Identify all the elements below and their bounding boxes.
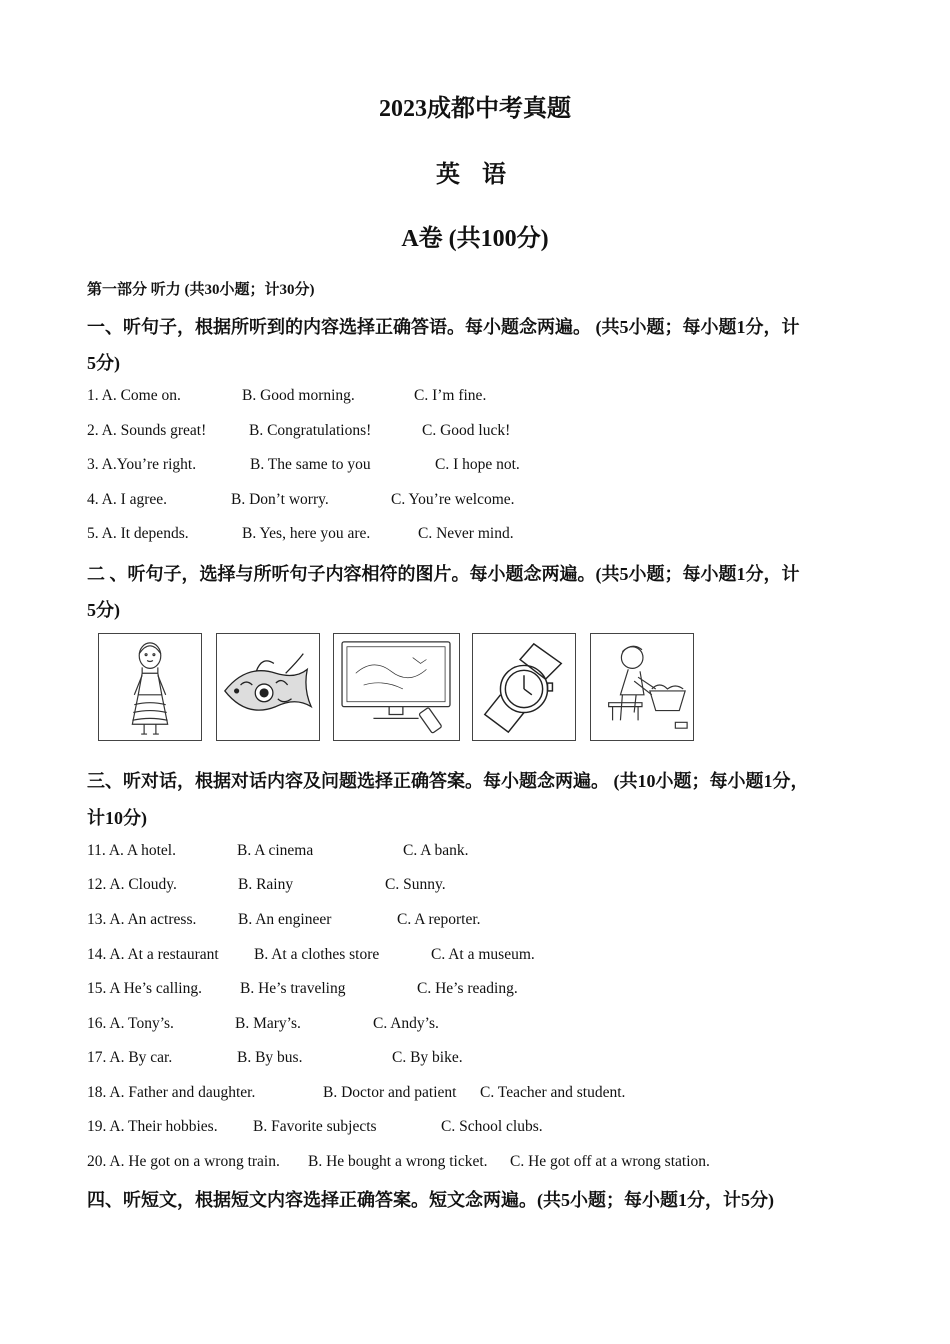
question-row [87, 491, 515, 509]
option-b: B. A cinema [237, 842, 314, 859]
volume-title: A卷 (共100分) [401, 226, 549, 252]
option-a: 16. A. Tony’s. [87, 1015, 174, 1032]
option-b: B. Mary’s. [235, 1015, 301, 1032]
picture-boy-washing [590, 633, 694, 741]
exam-title: 2023成都中考真题 [379, 96, 571, 122]
option-b: B. Favorite subjects [253, 1118, 377, 1135]
option-a: 20. A. He got on a wrong train. [87, 1153, 280, 1170]
option-c: C. I hope not. [435, 456, 520, 473]
wristwatch-icon [473, 634, 575, 740]
section3-instruction: 三、听对话，根据对话内容及问题选择正确答案。每小题念两遍。 (共10小题；每小题1分， [87, 771, 809, 791]
section3-instruction-cont: 计10分) [87, 808, 147, 828]
question-row [87, 876, 446, 894]
picture-watch [472, 633, 576, 741]
option-c: C. Never mind. [418, 525, 514, 542]
option-a: 15. A He’s calling. [87, 980, 202, 997]
question-row [87, 946, 535, 964]
option-c: C. Andy’s. [373, 1015, 439, 1032]
option-b: B. Don’t worry. [231, 491, 329, 508]
option-a: 1. A. Come on. [87, 387, 181, 404]
option-a: 19. A. Their hobbies. [87, 1118, 218, 1135]
question-row [87, 1049, 463, 1067]
question-row [87, 387, 486, 405]
question-row [87, 456, 520, 474]
question-row [87, 842, 468, 860]
picture-paper-cut [216, 633, 320, 741]
option-a: 2. A. Sounds great! [87, 422, 207, 439]
question-row [87, 1015, 439, 1033]
option-b: B. The same to you [250, 456, 371, 473]
girl-icon [99, 634, 201, 740]
option-a: 11. A. A hotel. [87, 842, 176, 859]
picture-girl [98, 633, 202, 741]
question-row [87, 422, 510, 440]
picture-television [333, 633, 460, 741]
question-row [87, 525, 514, 543]
option-b: B. By bus. [237, 1049, 303, 1066]
part-heading: 第一部分 听力 (共30小题；计30分) [87, 282, 315, 298]
section4-instruction: 四、听短文，根据短文内容选择正确答案。短文念两遍。(共5小题；每小题1分，计5分) [87, 1190, 774, 1210]
option-c: C. Teacher and student. [480, 1084, 626, 1101]
option-b: B. Doctor and patient [323, 1084, 457, 1101]
section2-instruction: 二 、听句子，选择与所听句子内容相符的图片。每小题念两遍。(共5小题；每小题1分，计 [87, 564, 800, 584]
option-c: C. By bike. [392, 1049, 463, 1066]
option-b: B. He bought a wrong ticket. [308, 1153, 488, 1170]
option-a: 3. A.You’re right. [87, 456, 197, 473]
option-c: C. You’re welcome. [391, 491, 515, 508]
option-c: C. He’s reading. [417, 980, 518, 997]
option-c: C. Sunny. [385, 876, 446, 893]
option-c: C. School clubs. [441, 1118, 543, 1135]
television-icon [334, 634, 459, 740]
option-c: C. He got off at a wrong station. [510, 1153, 710, 1170]
option-b: B. At a clothes store [254, 946, 380, 963]
option-c: C. Good luck! [422, 422, 511, 439]
question-row [87, 1084, 625, 1102]
option-c: C. A reporter. [397, 911, 481, 928]
section1-instruction: 一、听句子，根据所听到的内容选择正确答语。每小题念两遍。 (共5小题；每小题1分，计 [87, 317, 800, 337]
question-row [87, 1118, 543, 1136]
option-b: B. An engineer [238, 911, 332, 928]
question-row [87, 1153, 710, 1171]
boy-washing-icon [591, 634, 693, 740]
option-a: 5. A. It depends. [87, 525, 189, 542]
question-row [87, 911, 481, 929]
option-c: C. At a museum. [431, 946, 535, 963]
section1-instruction-cont: 5分) [87, 353, 120, 373]
option-c: C. A bank. [403, 842, 469, 859]
option-a: 18. A. Father and daughter. [87, 1084, 256, 1101]
option-c: C. I’m fine. [414, 387, 487, 404]
option-b: B. Yes, here you are. [242, 525, 371, 542]
option-b: B. Good morning. [242, 387, 355, 404]
question-row [87, 980, 518, 998]
paper-cut-fish-icon [217, 634, 319, 740]
option-a: 13. A. An actress. [87, 911, 197, 928]
section2-instruction-cont: 5分) [87, 600, 120, 620]
option-a: 17. A. By car. [87, 1049, 173, 1066]
option-b: B. Rainy [238, 876, 294, 893]
option-a: 14. A. At a restaurant [87, 946, 219, 963]
option-a: 12. A. Cloudy. [87, 876, 177, 893]
option-b: B. Congratulations! [249, 422, 372, 439]
option-a: 4. A. I agree. [87, 491, 168, 508]
subject-title: 英 语 [436, 162, 514, 188]
option-b: B. He’s traveling [240, 980, 346, 997]
